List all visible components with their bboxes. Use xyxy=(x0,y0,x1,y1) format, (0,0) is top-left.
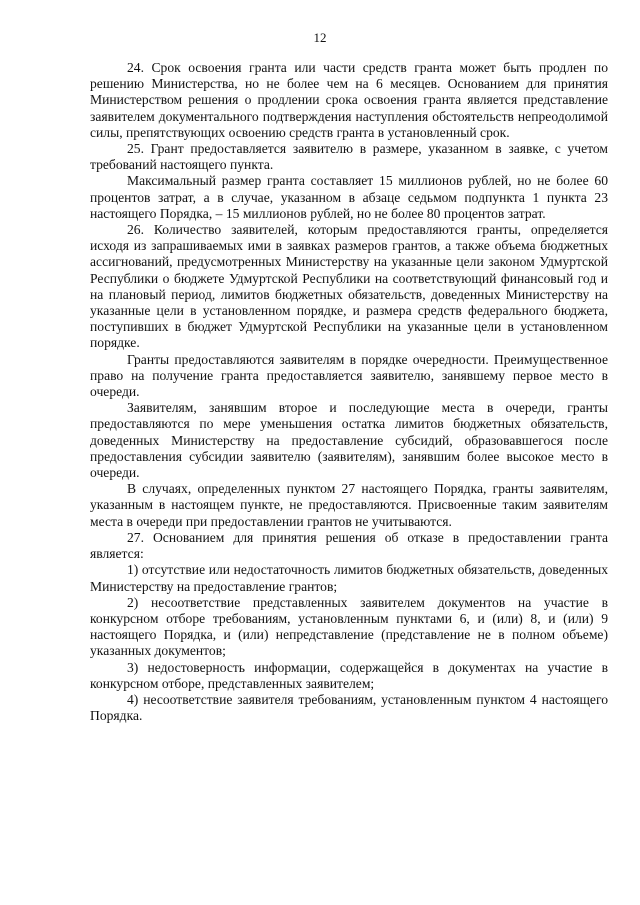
list-item-refusal-3: 3) недостоверность информации, содержащейся в документах на участие в конкурсном отборе, представленных заявителем; xyxy=(90,659,608,691)
paragraph-refusal-cases: В случаях, определенных пунктом 27 настоящего Порядка, гранты заявителям, указанным в настоящем пункте, не предоставляются. Присвоенные таким заявителям места в очереди при предоставлении грантов не учитываются. xyxy=(90,481,608,529)
paragraph-25-grant-amount: 25. Грант предоставляется заявителю в размере, указанном в заявке, с учетом требований настоящего пункта. xyxy=(90,141,608,173)
list-item-refusal-4: 4) несоответствие заявителя требованиям, установленным пунктом 4 настоящего Порядка. xyxy=(90,691,608,724)
page-number: 12 xyxy=(313,30,327,45)
paragraph-26-number-of-applicants: 26. Количество заявителей, которым предоставляются гранты, определяется исходя из запрашиваемых ими в заявках размеров грантов, а также объема бюджетных ассигнований, предусмотренных Министерству на указанные цели законом Удмуртской Республики о бюджете Удмуртской Республики на соответствующий финансовый год и на плановый период, лимитов бюджетных обязательств, доведенных Министерству на указанные цели в установленном порядке, и размера средств федерального бюджета, поступивших в бюджет Удмуртской Республики на указанные цели в установленном порядке. xyxy=(90,222,608,351)
paragraph-subsequent-queue-places: Заявителям, занявшим второе и последующие места в очереди, гранты предоставляются по мере уменьшения остатка лимитов бюджетных обязательств, доведенных Министерству на предоставление субсидий, образовавшегося после предоставления субсидии заявителю (заявителям), занявшим более высокое место в очереди. xyxy=(90,400,608,481)
document-body xyxy=(90,60,608,724)
paragraph-max-grant-size: Максимальный размер гранта составляет 15 миллионов рублей, но не более 60 процентов затрат, а в случае, указанном в абзаце седьмом подпункта 1 пункта 23 настоящего Порядка, – 15 миллионов рублей, но не более 80 процентов затрат. xyxy=(90,173,608,221)
paragraph-24-grant-term-extension: 24. Срок освоения гранта или части средств гранта может быть продлен по решению Министерства, но не более чем на 6 месяцев. Основанием для принятия Министерством решения о продлении срока освоения гранта является представление заявителем документального подтверждения наступления обстоятельств непреодолимой силы, препятствующих освоению средств гранта в установленный срок. xyxy=(90,60,608,140)
paragraph-27-refusal-grounds: 27. Основанием для принятия решения об отказе в предоставлении гранта является: xyxy=(90,529,608,562)
list-item-refusal-1: 1) отсутствие или недостаточность лимитов бюджетных обязательств, доведенных Министерству на предоставление грантов; xyxy=(90,562,608,594)
paragraph-queue-priority: Гранты предоставляются заявителям в порядке очередности. Преимущественное право на получение гранта предоставляется заявителю, занявшему первое место в очереди. xyxy=(90,351,608,400)
list-item-refusal-2: 2) несоответствие представленных заявителем документов на участие в конкурсном отборе требованиям, установленным пунктами 6, и (или) 8, и (или) 9 настоящего Порядка, и (или) непредставление (представление не в полном объеме) указанных документов; xyxy=(90,594,608,659)
